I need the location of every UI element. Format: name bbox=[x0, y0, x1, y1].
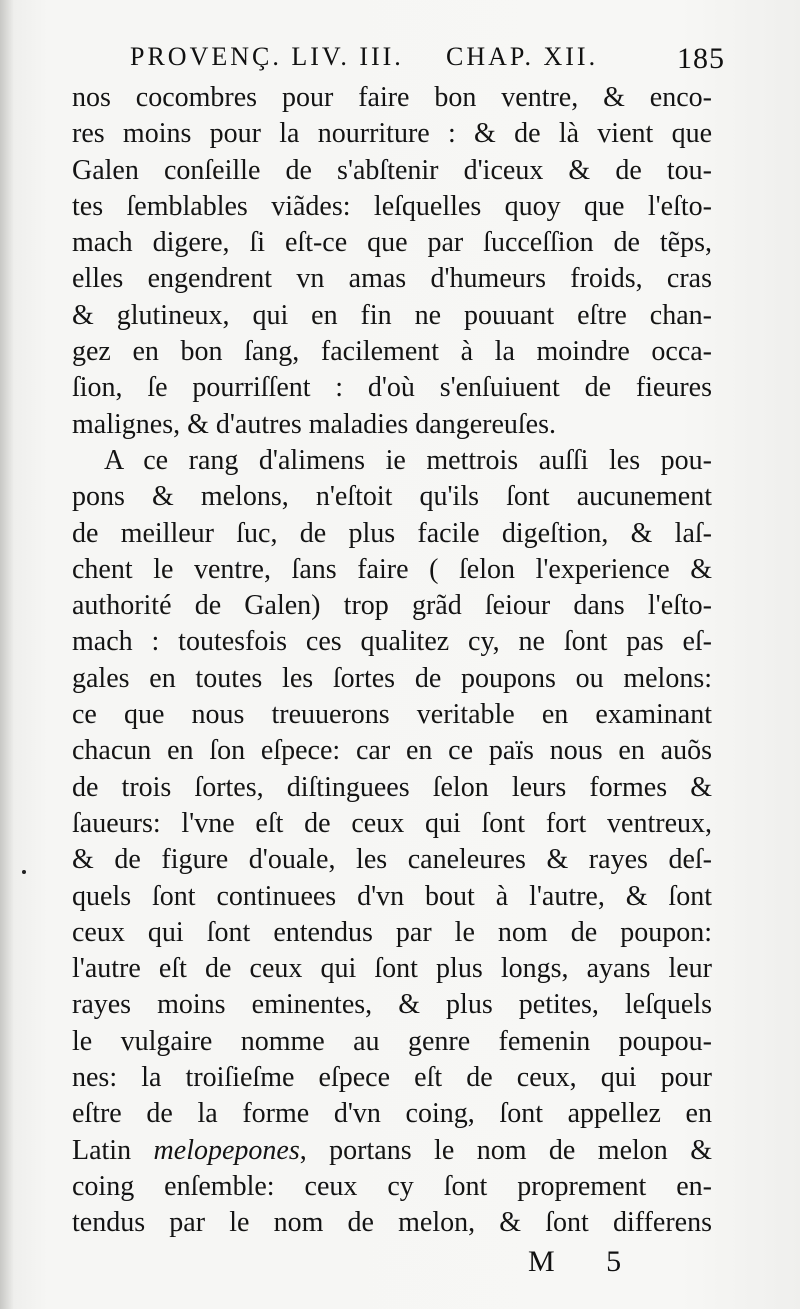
text-line: Latin melopepones, portans le nom de melon & bbox=[72, 1134, 713, 1166]
header-title: PROVENÇ. LIV. III. bbox=[130, 42, 404, 71]
text-line: Galen conſeille de s'abſtenir d'iceux & de tou- bbox=[72, 154, 712, 186]
text-line: rayes moins eminentes, & plus petites, leſquels bbox=[72, 989, 712, 1021]
text-line: & glutineux, qui en fin ne pouuant eſtre chan- bbox=[72, 299, 712, 331]
text-line: nes: la troiſieſme eſpece eſt de ceux, qui pour bbox=[72, 1062, 712, 1094]
text-line: eſtre de la forme d'vn coing, ſont appellez en bbox=[72, 1098, 712, 1130]
text-line: nos cocombres pour faire bon ventre, & enco- bbox=[72, 82, 712, 113]
text-line: ce que nous treuuerons veritable en examinant bbox=[72, 699, 712, 731]
text-line: le vulgaire nomme au genre femenin poupou- bbox=[72, 1025, 712, 1057]
text-line: l'autre eſt de ceux qui ſont plus longs, ayans leur bbox=[72, 953, 712, 985]
text-line: tes ſemblables viãdes: leſquelles quoy que l'eſto- bbox=[72, 190, 712, 222]
text-line: mach : toutesfois ces qualitez cy, ne ſont pas eſ- bbox=[72, 626, 712, 658]
text-line: malignes, & d'autres maladies dangereuſes. bbox=[72, 408, 556, 440]
text-line: res moins pour la nourriture : & de là vient que bbox=[72, 118, 712, 150]
signature-mark: M 5 bbox=[528, 1245, 644, 1278]
text-line: & de figure d'ouale, les caneleures & rayes deſ- bbox=[72, 844, 712, 876]
text-line: coing enſemble: ceux cy ſont proprement en- bbox=[72, 1170, 712, 1202]
text-line: de trois ſortes, diſtinguees ſelon leurs formes & bbox=[72, 771, 712, 803]
page-text bbox=[72, 80, 712, 1242]
text-line: A ce rang d'alimens ie mettrois auſſi les pou- bbox=[104, 444, 712, 476]
header-chapter: CHAP. XII. bbox=[446, 42, 599, 71]
text-line: mach digere, ſi eſt-ce que par ſucceſſion de tẽps, bbox=[72, 227, 712, 259]
page-number: 185 bbox=[677, 42, 725, 75]
text-line: pons & melons, n'eſtoit qu'ils ſont aucunement bbox=[72, 481, 712, 513]
text-line: tendus par le nom de melon, & ſont differens bbox=[72, 1207, 712, 1239]
text-line: ſion, ſe pourriſſent : d'où s'enſuiuent de fieures bbox=[72, 372, 712, 404]
text-line: quels ſont continuees d'vn bout à l'autre, & ſont bbox=[72, 880, 712, 912]
text-line: gez en bon ſang, facilement à la moindre occa- bbox=[72, 336, 712, 368]
text-line: ſaueurs: l'vne eſt de ceux qui ſont fort ventreux, bbox=[72, 807, 712, 839]
running-header bbox=[130, 42, 725, 82]
text-line: chacun en ſon eſpece: car en ce païs nous en auõs bbox=[72, 735, 712, 767]
text-line: authorité de Galen) trop grãd ſeiour dans l'eſto- bbox=[72, 590, 712, 622]
text-line: chent le ventre, ſans faire ( ſelon l'experience & bbox=[72, 553, 712, 585]
text-line: elles engendrent vn amas d'humeurs froids, cras bbox=[72, 263, 712, 295]
ink-speck bbox=[22, 870, 26, 874]
page-gutter-shadow bbox=[0, 0, 14, 1309]
text-line: ceux qui ſont entendus par le nom de poupon: bbox=[72, 916, 712, 948]
text-line: de meilleur ſuc, de plus facile digeſtion, & laſ- bbox=[72, 517, 712, 549]
text-line: gales en toutes les ſortes de poupons ou melons: bbox=[72, 662, 712, 694]
